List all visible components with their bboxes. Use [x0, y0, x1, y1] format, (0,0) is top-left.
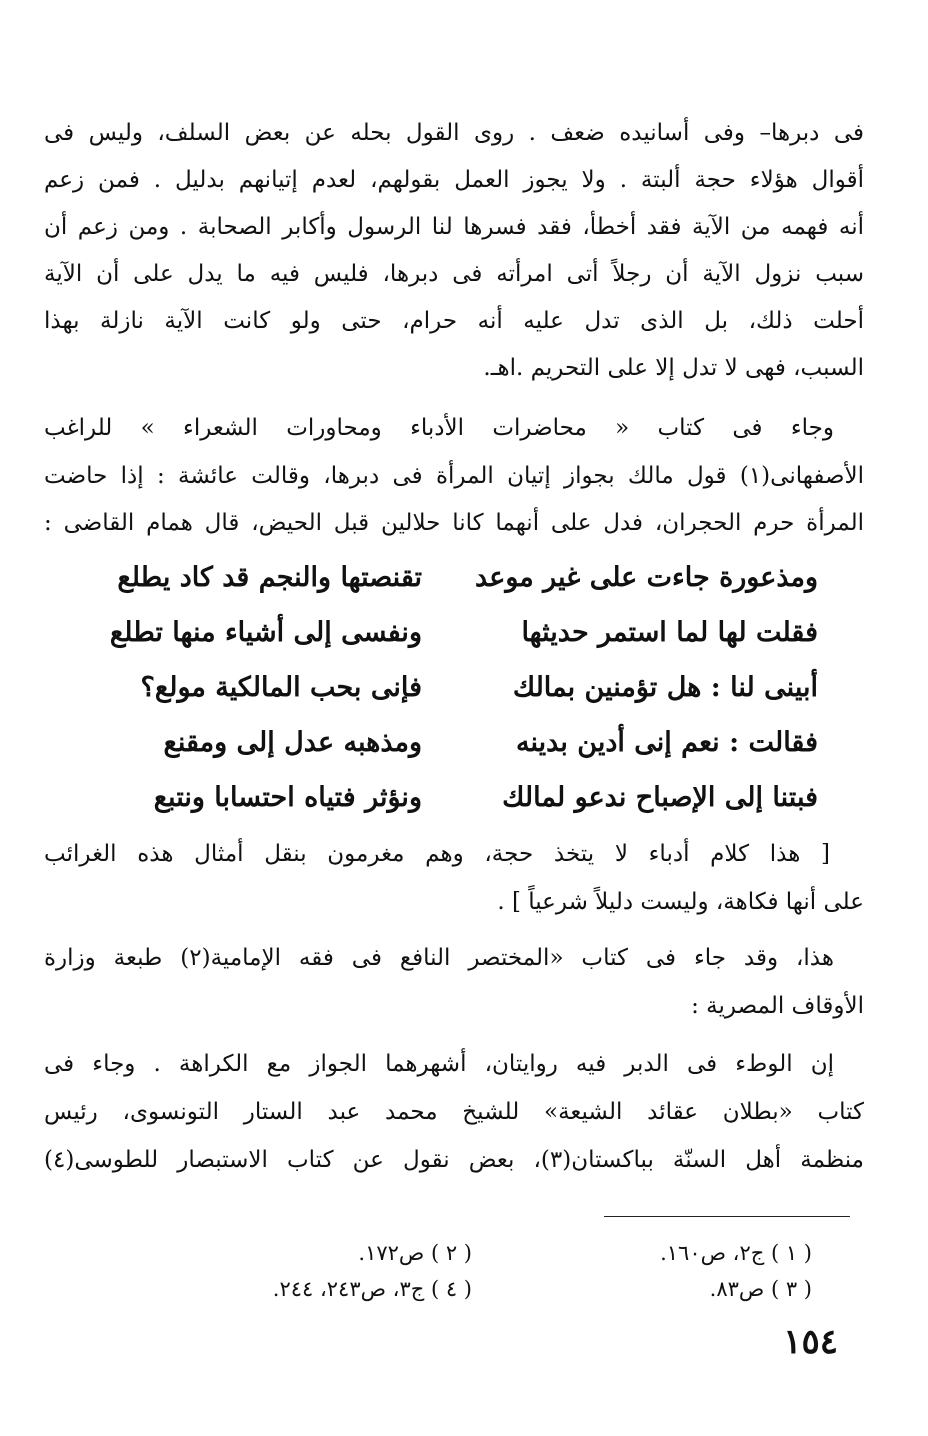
text-line: على أنها فكاهة، وليست دليلاً شرعياً ] .	[497, 889, 864, 915]
footnote-3: ( ٣ ) ص٨٣.	[709, 1277, 812, 1301]
footnote-1: ( ١ ) ج٢، ص١٦٠.	[660, 1241, 812, 1265]
text-line: الأصفهانى(١) قول مالك بجواز إتيان المرأة فى دبرها، وقالت عائشة : إذا حاضت	[44, 463, 864, 489]
text-line: إن الوطء فى الدبر فيه روايتان، أشهرهما الجواز مع الكراهة . وجاء فى	[44, 1051, 834, 1077]
verse-second-hemistich: تقنصتها والنجم قد كاد يطلع	[117, 562, 422, 593]
text-line: السبب، فهى لا تدل إلا على التحريم .اهـ.	[483, 355, 864, 381]
page-number: ١٥٤	[783, 1322, 838, 1362]
text-line: هذا، وقد جاء فى كتاب «المختصر النافع فى فقه الإمامية(٢) طبعة وزارة	[44, 945, 834, 971]
verse-second-hemistich: فإنى بحب المالكية مولع؟	[140, 672, 422, 703]
text-line: سبب نزول الآية أن رجلاً أتى امرأته فى دبرها، فليس فيه ما يدل على أن الآية	[44, 261, 864, 287]
text-line: كتاب «بطلان عقائد الشيعة» للشيخ محمد عبد الستار التونسوى، رئيس	[44, 1099, 864, 1125]
text-line: [ هذا كلام أدباء لا يتخذ حجة، وهم مغرمون بنقل أمثال هذه الغرائب	[44, 841, 830, 867]
text-line: فى دبرها– وفى أسانيده ضعف . روى القول بحله عن بعض السلف، وليس فى	[44, 120, 864, 146]
verse-first-hemistich: أبينى لنا : هل تؤمنين بمالك	[512, 672, 818, 703]
text-line: أقوال هؤلاء حجة ألبتة . ولا يجوز العمل بقولهم، لعدم إتيانهم بدليل . فمن زعم	[44, 167, 864, 193]
verse-second-hemistich: ومذهبه عدل إلى ومقنع	[163, 727, 422, 758]
footnote-2: ( ٢ ) ص١٧٢.	[358, 1241, 472, 1265]
text-line: وجاء فى كتاب « محاضرات الأدباء ومحاورات الشعراء » للراغب	[44, 415, 834, 441]
verse-second-hemistich: ونفسى إلى أشياء منها تطلع	[109, 617, 422, 648]
text-line: منظمة أهل السنّة بباكستان(٣)، بعض نقول عن كتاب الاستبصار للطوسى(٤)	[44, 1147, 864, 1173]
verse-second-hemistich: ونؤثر فتياه احتسابا ونتبع	[153, 782, 422, 813]
text-line: المرأة حرم الحجران، فدل على أنهما كانا حلالين قبل الحيض، قال همام القاضى :	[44, 510, 864, 536]
footnote-separator	[604, 1216, 850, 1217]
text-line: أحلت ذلك، بل الذى تدل عليه أنه حرام، حتى ولو كانت الآية نازلة بهذا	[44, 308, 864, 334]
text-line: الأوقاف المصرية :	[691, 993, 864, 1019]
text-line: أنه فهمه من الآية فقد أخطأ، فقد فسرها لنا الرسول وأكابر الصحابة . ومن زعم أن	[44, 214, 864, 240]
verse-first-hemistich: فقلت لها لما استمر حديثها	[521, 617, 818, 648]
verse-first-hemistich: فقالت : نعم إنى أدين بدينه	[516, 727, 818, 758]
verse-first-hemistich: فبتنا إلى الإصباح ندعو لمالك	[502, 782, 818, 813]
footnote-4: ( ٤ ) ج٣، ص٢٤٣، ٢٤٤.	[272, 1277, 472, 1301]
verse-first-hemistich: ومذعورة جاءت على غير موعد	[475, 562, 818, 593]
